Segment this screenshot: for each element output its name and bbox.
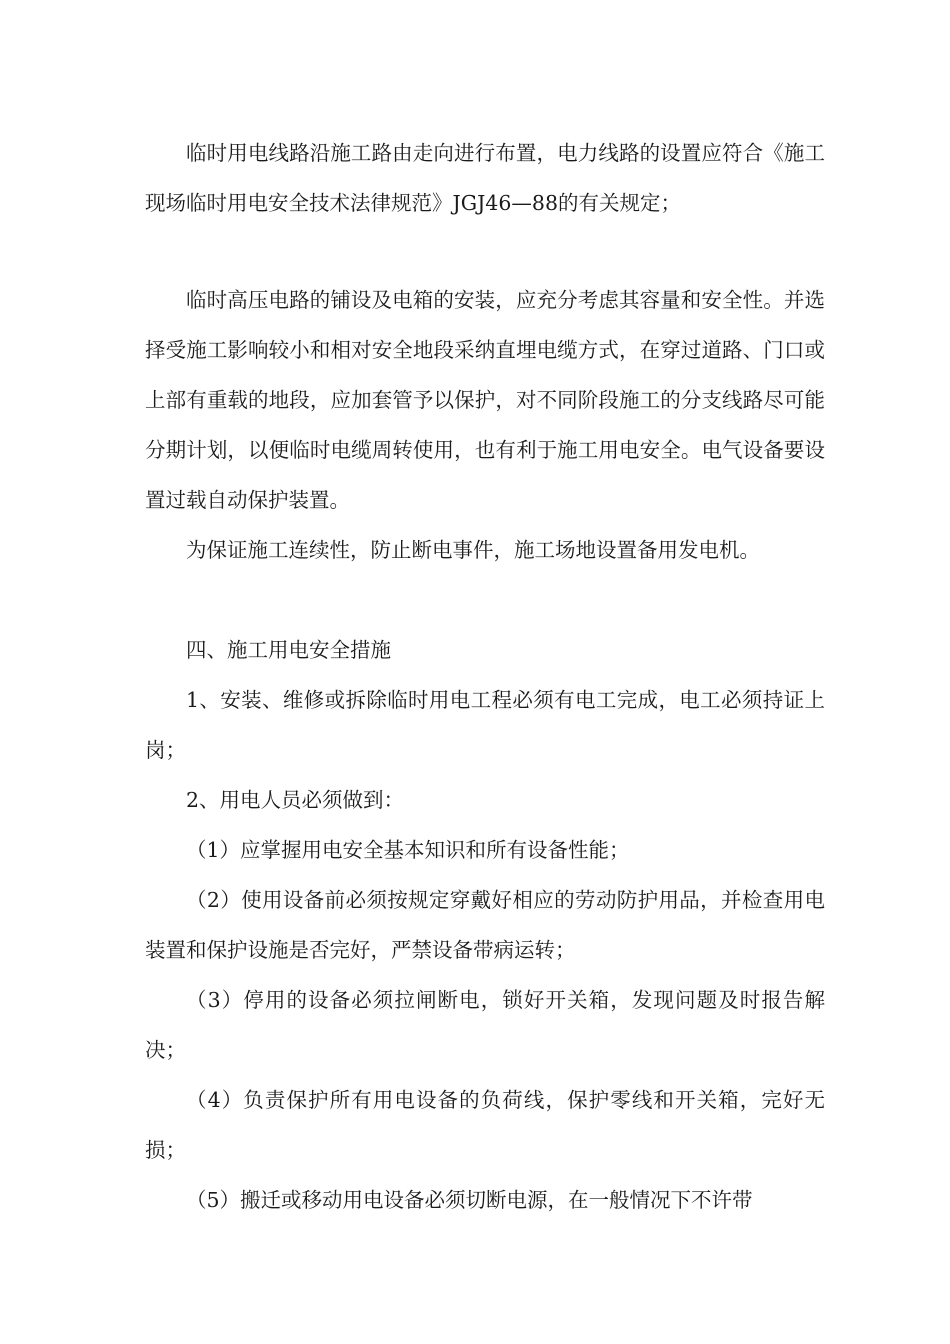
list-item-1: 1、安装、维修或拆除临时用电工程必须有电工完成，电工必须持证上岗； bbox=[145, 688, 825, 762]
paragraph-temporary-power-routing: 临时用电线路沿施工路由走向进行布置，电力线路的设置应符合《施工现场临时用电安全技术法律规范》JGJ46—88的有关规定； bbox=[145, 141, 825, 215]
list-item-2: 2、用电人员必须做到： bbox=[186, 788, 405, 812]
paragraph-backup-generator: 为保证施工连续性，防止断电事件，施工场地设置备用发电机。 bbox=[186, 538, 760, 562]
sub-item-5: （5）搬迁或移动用电设备必须切断电源，在一般情况下不许带 bbox=[186, 1188, 753, 1212]
sub-item-1: （1）应掌握用电安全基本知识和所有设备性能； bbox=[186, 838, 630, 862]
section-heading-safety-measures: 四、施工用电安全措施 bbox=[186, 638, 391, 662]
sub-item-3: （3）停用的设备必须拉闸断电，锁好开关箱，发现问题及时报告解决； bbox=[145, 988, 825, 1062]
paragraph-high-voltage-cabling: 临时高压电路的铺设及电箱的安装，应充分考虑其容量和安全性。并选择受施工影响较小和相对安全地段采纳直埋电缆方式，在穿过道路、门口或上部有重载的地段，应加套管予以保护，对不同阶段施工的分支线路尽可能分期计划，以便临时电缆周转使用，也有利于施工用电安全。电气设备要设置过载自动保护装置。 bbox=[145, 288, 825, 512]
sub-item-2: （2）使用设备前必须按规定穿戴好相应的劳动防护用品，并检查用电装置和保护设施是否完好，严禁设备带病运转； bbox=[145, 888, 825, 962]
sub-item-4: （4）负责保护所有用电设备的负荷线，保护零线和开关箱，完好无损； bbox=[145, 1088, 825, 1162]
